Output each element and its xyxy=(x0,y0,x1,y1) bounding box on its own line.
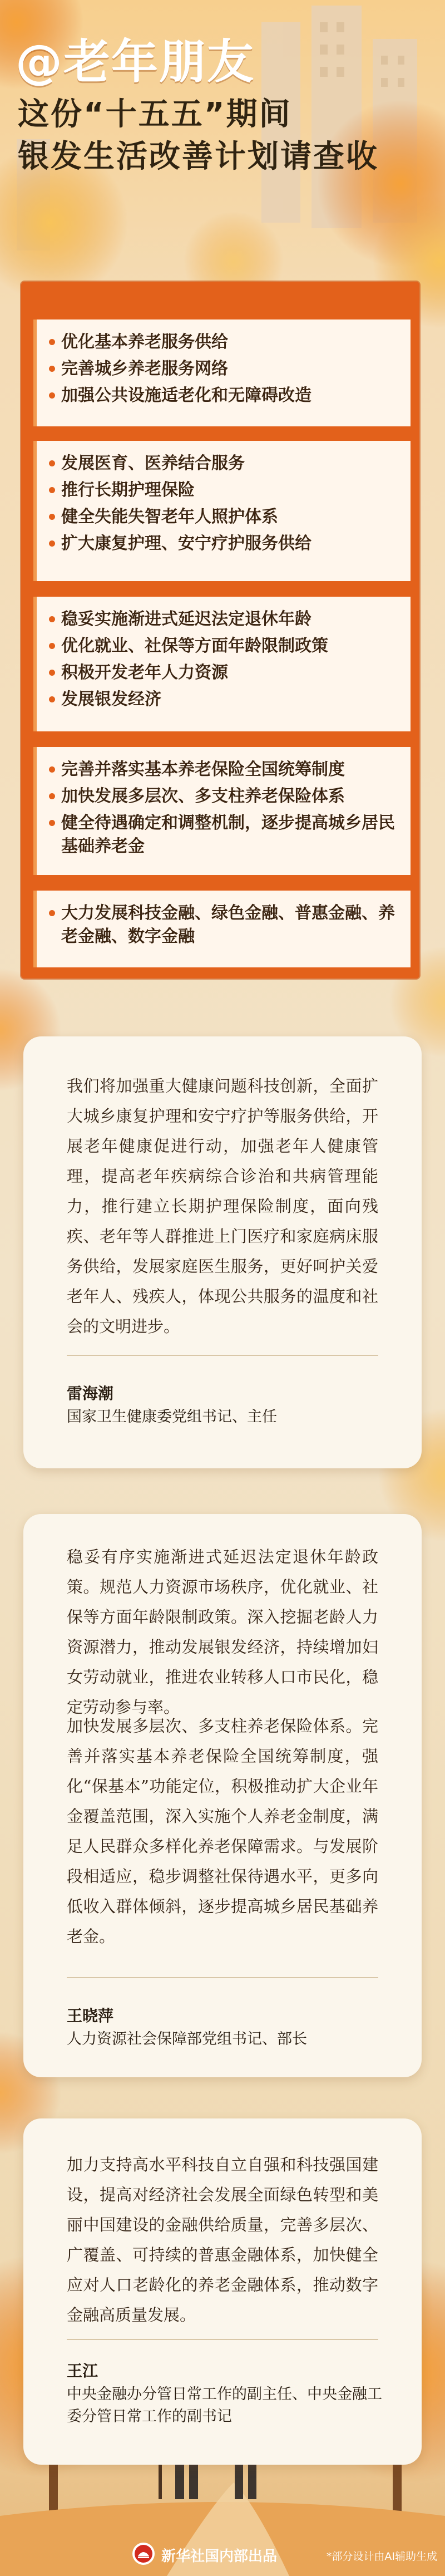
policy-item: 健全待遇确定和调整机制，逐步提高城乡居民基础养老金 xyxy=(61,812,396,858)
divider xyxy=(67,1977,378,1978)
divider xyxy=(67,2339,378,2340)
divider xyxy=(67,1355,378,1356)
policy-item: 加强公共设施适老化和无障碍改造 xyxy=(61,384,396,407)
speaker-name: 王江 xyxy=(67,2362,98,2380)
policy-item: 优化就业、社保等方面年龄限制政策 xyxy=(61,635,396,658)
policy-group-medical-care xyxy=(33,441,411,581)
policy-item: 健全失能失智老年人照护体系 xyxy=(61,505,396,529)
speaker-role: 中央金融办分管日常工作的副主任、中央金融工委分管日常工作的副书记 xyxy=(67,2386,382,2425)
xinhua-logo-icon xyxy=(131,2541,156,2566)
policy-item: 扩大康复护理、安宁疗护服务供给 xyxy=(61,532,396,555)
quote-card-finance xyxy=(23,2118,422,2465)
policy-item: 完善并落实基本养老保险全国统筹制度 xyxy=(61,758,396,781)
policy-group-employment xyxy=(33,597,411,731)
quote-text: 稳妥有序实施渐进式延迟法定退休年龄政策。规范人力资源市场秩序，优化就业、社保等方面年龄限制政策。深入挖掘老龄人力资源潜力，推动发展银发经济，持续增加妇女劳动就业，推进农业转移人口市民化，稳定劳动参与率。 xyxy=(67,1547,378,1717)
policy-item: 完善城乡养老服务网络 xyxy=(61,357,396,381)
policy-item: 发展银发经济 xyxy=(61,688,396,711)
footer-source: 新华社国内部出品 xyxy=(161,2548,278,2565)
quote-text: 我们将加强重大健康问题科技创新，全面扩大城乡康复护理和安宁疗护等服务供给，开展老年健康促进行动，加强老年人健康管理，提高老年疾病综合诊治和共病管理能力，推行建立长期护理保险制度，面向残疾、老年等人群推进上门医疗和家庭病床服务供给，发展家庭医生服务，更好呵护关爱老年人、残疾人，体现公共服务的温度和社会的文明进步。 xyxy=(67,1076,378,1336)
quote-text: 加力支持高水平科技自立自强和科技强国建设，提高对经济社会发展全面绿色转型和美丽中国建设的金融供给质量，完善多层次、广覆盖、可持续的普惠金融体系，加快健全应对人口老龄化的养老金融体系，推动数字金融高质量发展。 xyxy=(67,2155,378,2324)
policy-summary-panel xyxy=(21,282,419,979)
speaker-name: 王晓萍 xyxy=(67,2007,114,2025)
page-subtitle-line-2: 银发生活改善计划请查收 xyxy=(18,139,379,175)
policy-group-pension-insurance xyxy=(33,747,411,875)
policy-group-elderly-care-services xyxy=(33,319,411,426)
ai-generation-note: *部分设计由AI辅助生成 xyxy=(326,2550,437,2563)
policy-item: 积极开发老年人力资源 xyxy=(61,661,396,685)
policy-item: 大力发展科技金融、绿色金融、普惠金融、养老金融、数字金融 xyxy=(61,902,396,948)
policy-group-finance xyxy=(33,891,411,967)
speaker-role: 人力资源社会保障部党组书记、部长 xyxy=(67,2031,307,2048)
footer xyxy=(0,2538,445,2576)
speaker-name: 雷海潮 xyxy=(67,1384,114,1403)
policy-item: 加快发展多层次、多支柱养老保险体系 xyxy=(61,785,396,808)
page-title: @老年朋友 xyxy=(16,35,255,89)
quote-text: 加快发展多层次、多支柱养老保险体系。完善并落实基本养老保险全国统筹制度，强化“保基本”功能定位，积极推动扩大企业年金覆盖范围，深入实施个人养老金制度，满足人民群众多样化养老保障需求。与发展阶段相适应，稳步调整社保待遇水平，更多向低收入群体倾斜，逐步提高城乡居民基础养老金。 xyxy=(67,1717,378,1946)
quote-card-health xyxy=(23,1036,422,1468)
page-subtitle-line-1: 这份“十五五”期间 xyxy=(18,96,292,132)
policy-item: 稳妥实施渐进式延迟法定退休年龄 xyxy=(61,608,396,631)
quote-card-human-resources xyxy=(23,1514,422,2077)
policy-item: 优化基本养老服务供给 xyxy=(61,331,396,354)
policy-item: 发展医育、医养结合服务 xyxy=(61,452,396,475)
speaker-role: 国家卫生健康委党组书记、主任 xyxy=(67,1408,277,1425)
policy-item: 推行长期护理保险 xyxy=(61,479,396,502)
